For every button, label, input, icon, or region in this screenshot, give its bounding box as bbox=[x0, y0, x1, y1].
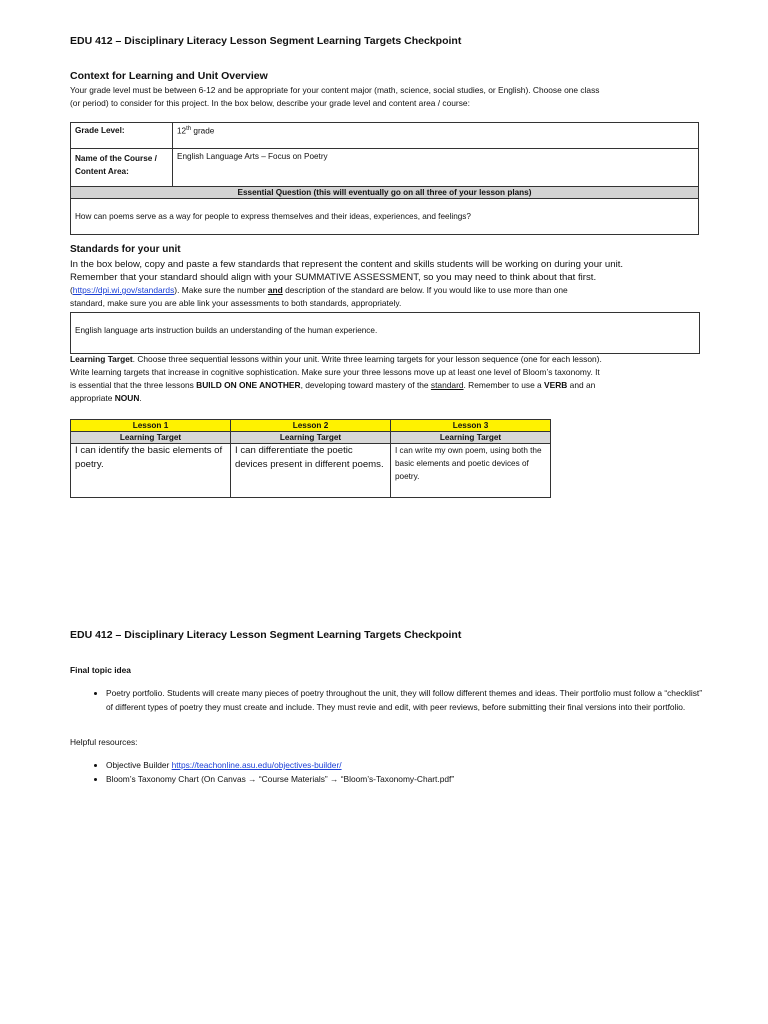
context-intro-line2: (or period) to consider for this project. In the box below, describe your grade level and content area / course: bbox=[70, 98, 470, 108]
standards-line4: standard, make sure you are able link your assessments to both standards, appropriately. bbox=[70, 298, 402, 308]
grade-value bbox=[173, 123, 699, 149]
context-heading: Context for Learning and Unit Overview bbox=[70, 70, 268, 82]
lt-build: BUILD ON ONE ANOTHER bbox=[196, 380, 301, 390]
resource-item bbox=[106, 758, 710, 772]
lesson-1-header: Lesson 1 bbox=[71, 420, 231, 432]
standards-line1: In the box below, copy and paste a few standards that represent the content and skills students will be working on during your unit. bbox=[70, 259, 624, 270]
essential-question-value: How can poems serve as a way for people to express themselves and their ideas, experiences, and feelings? bbox=[71, 199, 699, 235]
resources-heading: Helpful resources: bbox=[70, 737, 138, 747]
lt-line3 bbox=[70, 379, 720, 392]
context-table bbox=[70, 122, 699, 235]
essential-question-header: Essential Question (this will eventually go on all three of your lesson plans) bbox=[71, 187, 699, 199]
standards-line2: Remember that your standard should align with your SUMMATIVE ASSESSMENT, so you may need to think about that first. bbox=[70, 272, 597, 283]
standards-box bbox=[70, 312, 700, 354]
lt-line4 bbox=[70, 392, 720, 405]
final-topic-heading: Final topic idea bbox=[70, 665, 131, 675]
lt-label: Learning Target bbox=[70, 354, 133, 364]
lesson-2-header: Lesson 2 bbox=[231, 420, 391, 432]
lesson-1-target: I can identify the basic elements of poetry. bbox=[71, 444, 231, 498]
lt-line4-b: . bbox=[139, 393, 142, 403]
lt-line4-a: appropriate bbox=[70, 393, 115, 403]
standards-line3-a: ). Make sure the number bbox=[174, 285, 268, 295]
lt-line3-b: , developing toward mastery of the bbox=[300, 380, 431, 390]
context-intro bbox=[70, 84, 710, 110]
lesson-3-subheader: Learning Target bbox=[391, 432, 551, 444]
standards-instructions bbox=[70, 258, 710, 310]
objectives-builder-link[interactable]: https://teachonline.asu.edu/objectives-builder/ bbox=[171, 760, 342, 770]
course-label: Name of the Course / Content Area: bbox=[71, 149, 173, 187]
lesson-1-subheader: Learning Target bbox=[71, 432, 231, 444]
final-topic-item: • Poetry portfolio. Students will create many pieces of poetry throughout the unit, they will follow different themes and ideas. Their portfolio must follow a “checklist” of different types of poetry they must create and include. They must revie and edit, with peer reviews, before submitting their final versions into their portfolio. bbox=[106, 686, 710, 714]
grade-suffix: th bbox=[186, 126, 192, 132]
lt-noun: NOUN bbox=[114, 393, 140, 403]
learning-target-instructions bbox=[70, 353, 720, 405]
lesson-2-subheader: Learning Target bbox=[231, 432, 391, 444]
lt-line2: Write learning targets that increase in cognitive sophistication. Make sure your three lessons move up at least one level of Bloom’s taxonomy. It bbox=[70, 367, 600, 377]
standards-heading: Standards for your unit bbox=[70, 244, 181, 255]
lt-line1 bbox=[70, 353, 720, 366]
lt-verb: VERB bbox=[544, 380, 568, 390]
resources-list bbox=[70, 758, 710, 786]
grade-label: Grade Level: bbox=[71, 123, 173, 149]
resource-objective-label: Objective Builder bbox=[106, 760, 172, 770]
lesson-3-target: I can write my own poem, using both the basic elements and poetic devices of poetry. bbox=[391, 444, 551, 498]
document-title: EDU 412 – Disciplinary Literacy Lesson Segment Learning Targets Checkpoint bbox=[70, 35, 462, 47]
lt-line3-d: and an bbox=[567, 380, 596, 390]
standards-link[interactable]: https://dpi.wi.gov/standards bbox=[72, 285, 175, 295]
final-topic-list bbox=[70, 686, 710, 714]
standards-line3: (https://dpi.wi.gov/standards). Make sure the number and description of the standard are below. If you would like to use more than one bbox=[70, 285, 568, 295]
resource-item: • Bloom’s Taxonomy Chart (On Canvas → “Course Materials” → “Bloom’s-Taxonomy-Chart.pdf” bbox=[106, 772, 710, 786]
context-intro-line1: Your grade level must be between 6-12 and be appropriate for your content major (math, science, social studies, or English). Choose one class bbox=[70, 85, 600, 95]
page2-title: EDU 412 – Disciplinary Literacy Lesson Segment Learning Targets Checkpoint bbox=[70, 629, 462, 641]
lt-standard: standard bbox=[430, 380, 464, 390]
standards-box-text: English language arts instruction builds an understanding of the human experience. bbox=[75, 326, 378, 335]
lesson-2-target: I can differentiate the poetic devices present in different poems. bbox=[231, 444, 391, 498]
standards-and: and bbox=[267, 285, 283, 295]
lesson-3-header: Lesson 3 bbox=[391, 420, 551, 432]
standards-line3-b: description of the standard are below. If you would like to use more than one bbox=[282, 285, 568, 295]
lt-line3-a: is essential that the three lessons bbox=[70, 380, 197, 390]
course-value: English Language Arts – Focus on Poetry bbox=[173, 149, 699, 187]
grade-number: 12 bbox=[177, 126, 187, 136]
lessons-table bbox=[70, 419, 551, 498]
lt-line3-c: . Remember to use a bbox=[463, 380, 545, 390]
lt-line1-rest: . Choose three sequential lessons within your unit. Write three learning targets for your lesson sequence (one for each lesson). bbox=[132, 354, 602, 364]
grade-word: grade bbox=[191, 126, 215, 136]
